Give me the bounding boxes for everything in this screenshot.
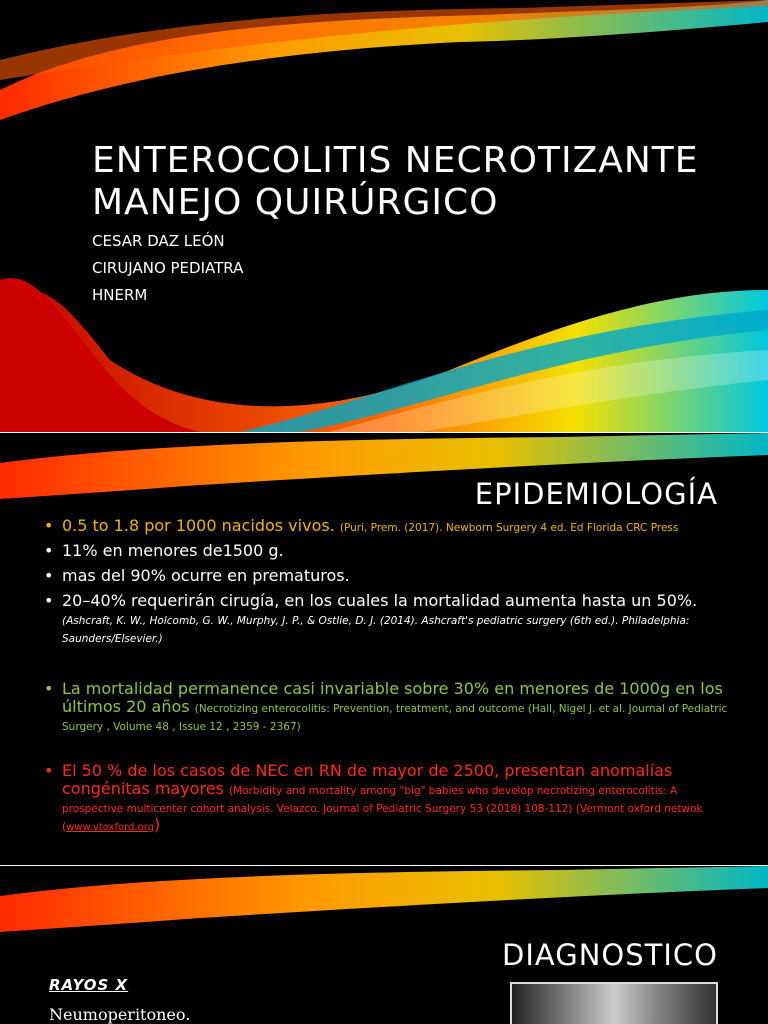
- title-line-1: ENTEROCOLITIS NECROTIZANTE: [92, 140, 699, 181]
- list-item: • 20–40% requerirán cirugía, en los cuales la mortalidad aumenta hasta un 50%. (Ashcraft, K. W., Holcomb, G. W., Murphy, J. P., & Ostlie, D. J. (2014). Ashcraft's pediatric surgery (6th ed.). Philadelphia: Saunders/Elsevier.): [44, 591, 698, 645]
- diagnosis-slide: [0, 866, 768, 1024]
- citation: (Morbidity and mortality among "big" babies who develop necrotizing enterocolitis: A prospective multicenter cohort analysis. Velazco. Journal of Pediatric Surgery 53 (2018) 108-112) (Vermont oxford netwok (: [62, 785, 703, 833]
- xray-label: RAYOS X: [49, 976, 129, 994]
- epidemiology-slide: [0, 433, 768, 865]
- title-slide: [0, 0, 768, 432]
- list-item: • 11% en menores de1500 g.: [44, 541, 284, 560]
- finding-text: Neumoperitoneo.: [49, 1005, 191, 1024]
- citation: (Necrotizing enterocolitis: Prevention, treatment, and outcome (Hall, Nigel J. et al. Journal of Pediatric Surgery , Volume 48 , Issue 12 , 2359 - 2367): [62, 703, 728, 733]
- xray-image: [510, 982, 718, 1024]
- list-item: • La mortalidad permanence casi invariable sobre 30% en menores de 1000g en los últimos 20 años (Necrotizing enterocolitis: Prevention, treatment, and outcome (Hall, Nigel J. et al. Journal of Pediatric Surgery , Volume 48 , Issue 12 , 2359 - 2367): [44, 679, 728, 733]
- author-institution: HNERM: [92, 286, 148, 304]
- list-item: • El 50 % de los casos de NEC en RN de mayor de 2500, presentan anomalías congénitas mayores (Morbidity and mortality among "big" babies who develop necrotizing enterocolitis: A prospective multicenter cohort analysis. Velazco. Journal of Pediatric Surgery 53 (2018) 108-112) (Vermont oxford netwok (www.vtoxford.org): [44, 761, 703, 834]
- list-item: • mas del 90% ocurre en prematuros.: [44, 566, 350, 585]
- author-role: CIRUJANO PEDIATRA: [92, 259, 244, 277]
- vtoxford-link[interactable]: www.vtoxford.org: [66, 822, 154, 833]
- slide-heading: DIAGNOSTICO: [502, 938, 718, 972]
- author-name: CESAR DAZ LEÓN: [92, 232, 225, 250]
- title-line-2: MANEJO QUIRÚRGICO: [92, 182, 499, 223]
- slide-heading: EPIDEMIOLOGÍA: [474, 477, 718, 511]
- presentation-title: [92, 140, 699, 224]
- list-item: • 0.5 to 1.8 por 1000 nacidos vivos. (Puri, Prem. (2017). Newborn Surgery 4 ed. Ed Florida CRC Press: [44, 516, 679, 535]
- citation: (Puri, Prem. (2017). Newborn Surgery 4 ed. Ed Florida CRC Press: [339, 522, 679, 534]
- epidemiology-list: [44, 517, 734, 844]
- citation: (Ashcraft, K. W., Holcomb, G. W., Murphy, J. P., & Ostlie, D. J. (2014). Ashcraft's pediatric surgery (6th ed.). Philadelphia: Saunders/Elsevier.): [62, 615, 690, 645]
- decorative-wave-graphic: [0, 866, 768, 946]
